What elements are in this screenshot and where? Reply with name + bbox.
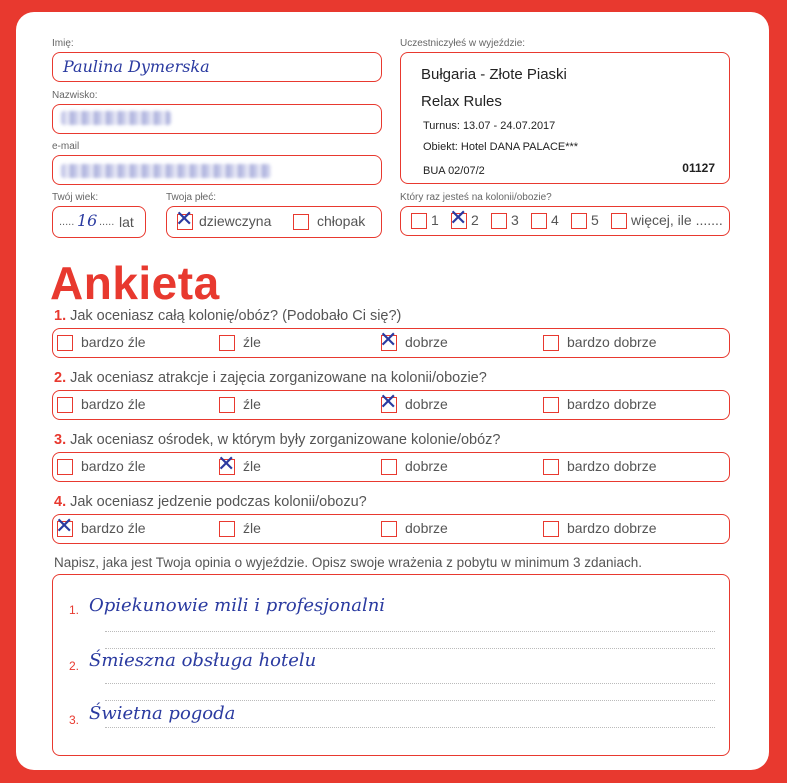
last-name-label: Nazwisko: (52, 90, 98, 101)
survey-title: Ankieta (50, 257, 220, 309)
question-4-checkbox-1[interactable] (55, 514, 74, 539)
question-1-checkbox-2[interactable] (219, 335, 235, 351)
question-2-option-4: bardzo dobrze (567, 396, 657, 412)
question-4-option-1: bardzo źle (81, 520, 146, 536)
age-dots-before: ..... (59, 216, 75, 228)
opinion-line-1-text: Opiekunowie mili i profesjonalni (89, 595, 386, 616)
trip-number: 01127 (682, 161, 715, 175)
question-4-checkbox-3[interactable] (381, 521, 397, 537)
question-number: 4. (54, 494, 67, 510)
question-number: 1. (54, 308, 67, 324)
age-label: Twój wiek: (52, 192, 99, 203)
gender-option-girl: dziewczyna (199, 213, 272, 229)
question-1-label (54, 308, 401, 324)
gender-checkbox-boy[interactable] (293, 214, 309, 230)
gender-label: Twoja płeć: (166, 192, 217, 203)
times-checkbox-more[interactable] (611, 213, 627, 229)
opinion-line-2-text: Śmieszna obsługa hotelu (89, 650, 317, 671)
question-3-checkbox-4[interactable] (543, 459, 559, 475)
opinion-rule-1b (105, 648, 715, 649)
question-text: Jak oceniasz całą kolonię/obóz? (Podobało Ci się?) (70, 308, 402, 324)
times-checkbox-3[interactable] (491, 213, 507, 229)
question-number: 2. (54, 370, 67, 386)
check-mark: ✕ (217, 452, 236, 477)
opinion-rule-2 (105, 683, 715, 684)
check-mark: ✕ (379, 328, 398, 353)
email-field[interactable] (52, 155, 382, 185)
times-field (400, 206, 730, 236)
age-field[interactable] (52, 206, 146, 238)
gender-option-boy: chłopak (317, 213, 366, 229)
question-4-label (54, 494, 367, 510)
opinion-line-1-number: 1. (69, 603, 80, 617)
question-2-options (52, 390, 730, 420)
times-option-2: 2 (471, 212, 479, 228)
question-text: Jak oceniasz ośrodek, w którym były zorganizowane kolonie/obóz? (70, 432, 501, 448)
question-4-option-4: bardzo dobrze (567, 520, 657, 536)
check-mark: ✕ (379, 390, 398, 415)
question-1-option-3: dobrze (405, 334, 448, 350)
email-redacted (61, 164, 271, 178)
trip-turnus: Turnus: 13.07 - 24.07.2017 (423, 120, 556, 132)
question-4-checkbox-2[interactable] (219, 521, 235, 537)
times-label: Który raz jesteś na kolonii/obozie? (400, 192, 552, 203)
question-1-checkbox-3[interactable] (379, 328, 398, 353)
age-value: 16 (77, 211, 98, 230)
question-2-option-1: bardzo źle (81, 396, 146, 412)
question-3-option-3: dobrze (405, 458, 448, 474)
age-dots-after: ..... (99, 216, 115, 228)
question-1-option-2: źle (243, 334, 261, 350)
opinion-line-3-number: 3. (69, 713, 80, 727)
question-4-checkbox-4[interactable] (543, 521, 559, 537)
question-2-label (54, 370, 487, 386)
opinion-rule-3 (105, 727, 715, 728)
times-option-1: 1 (431, 212, 439, 228)
times-option-3: 3 (511, 212, 519, 228)
opinion-rule-1 (105, 631, 715, 632)
times-checkbox-1[interactable] (411, 213, 427, 229)
question-1-checkbox-4[interactable] (543, 335, 559, 351)
question-3-option-2: źle (243, 458, 261, 474)
trip-box (400, 52, 730, 184)
question-1-options (52, 328, 730, 358)
question-2-option-2: źle (243, 396, 261, 412)
question-1-checkbox-1[interactable] (57, 335, 73, 351)
times-option-4: 4 (551, 212, 559, 228)
question-2-checkbox-1[interactable] (57, 397, 73, 413)
email-label: e-mail (52, 141, 80, 152)
times-option-5: 5 (591, 212, 599, 228)
trip-label: Uczestniczyłeś w wyjeździe: (400, 38, 526, 49)
question-1-option-4: bardzo dobrze (567, 334, 657, 350)
trip-program: Relax Rules (421, 93, 502, 110)
times-checkbox-2[interactable] (449, 206, 468, 231)
question-3-checkbox-1[interactable] (57, 459, 73, 475)
last-name-redacted (61, 111, 171, 125)
question-2-checkbox-4[interactable] (543, 397, 559, 413)
times-checkbox-5[interactable] (571, 213, 587, 229)
last-name-field[interactable] (52, 104, 382, 134)
gender-checkbox-girl[interactable] (175, 207, 194, 232)
times-checkbox-4[interactable] (531, 213, 547, 229)
question-text: Jak oceniasz atrakcje i zajęcia zorganizowane na kolonii/obozie? (70, 370, 487, 386)
opinion-prompt: Napisz, jaka jest Twoja opinia o wyjeździe. Opisz swoje wrażenia z pobytu w minimum 3 zdaniach. (54, 555, 643, 570)
question-1-option-1: bardzo źle (81, 334, 146, 350)
question-2-checkbox-3[interactable] (379, 390, 398, 415)
question-4-options (52, 514, 730, 544)
question-2-option-3: dobrze (405, 396, 448, 412)
gender-field (166, 206, 382, 238)
first-name-label: Imię: (52, 38, 74, 49)
question-3-checkbox-2[interactable] (217, 452, 236, 477)
first-name-value: Paulina Dymerska (63, 57, 210, 76)
question-3-options (52, 452, 730, 482)
opinion-line-2-number: 2. (69, 659, 80, 673)
first-name-field[interactable] (52, 52, 382, 82)
age-unit: lat (119, 214, 134, 230)
times-option-more: więcej, ile ....... (631, 212, 723, 228)
question-3-option-4: bardzo dobrze (567, 458, 657, 474)
times-check-mark: ✕ (449, 206, 468, 231)
opinion-line-3-text: Świetna pogoda (89, 703, 236, 724)
question-3-checkbox-3[interactable] (381, 459, 397, 475)
question-3-option-1: bardzo źle (81, 458, 146, 474)
check-mark: ✕ (55, 514, 74, 539)
trip-obiekt: Obiekt: Hotel DANA PALACE*** (423, 141, 579, 153)
question-4-option-3: dobrze (405, 520, 448, 536)
survey-sheet (16, 12, 769, 770)
question-number: 3. (54, 432, 67, 448)
opinion-rule-2b (105, 700, 715, 701)
question-3-label (54, 432, 500, 448)
question-2-checkbox-2[interactable] (219, 397, 235, 413)
trip-destination: Bułgaria - Złote Piaski (421, 66, 567, 83)
gender-check-mark: ✕ (175, 207, 194, 232)
question-text: Jak oceniasz jedzenie podczas kolonii/obozu? (70, 494, 367, 510)
opinion-box[interactable] (52, 574, 730, 756)
question-4-option-2: źle (243, 520, 261, 536)
trip-code: BUA 02/07/2 (423, 165, 485, 177)
